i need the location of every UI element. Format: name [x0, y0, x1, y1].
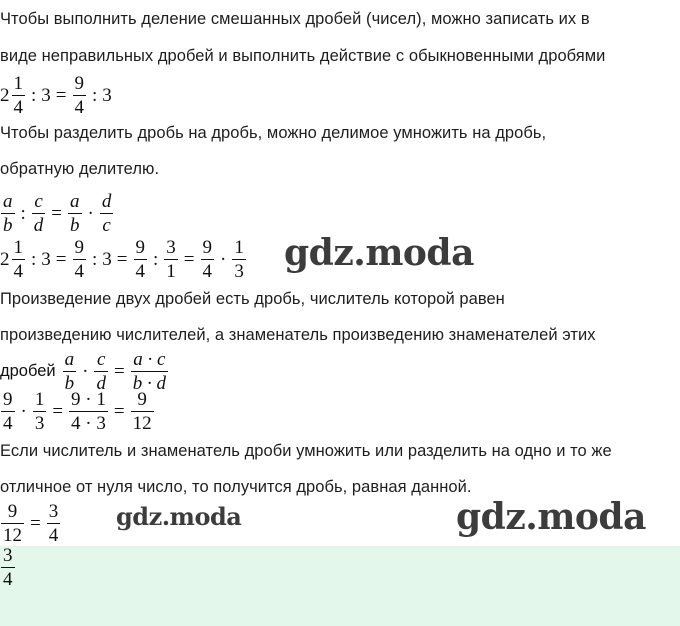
equals-sign: = [52, 400, 64, 422]
fraction [68, 192, 82, 235]
numerator: 9 [135, 237, 145, 258]
denominator: d [96, 373, 106, 394]
equals-sign: = [113, 400, 125, 422]
denominator: b [64, 373, 75, 394]
fraction [131, 390, 154, 433]
multiply-sign: · [20, 400, 27, 422]
numerator: c [97, 349, 106, 370]
numerator: 9 [74, 237, 84, 258]
denominator: 4 [135, 261, 145, 282]
numerator: 3 [3, 545, 13, 566]
fraction [1, 390, 15, 433]
fraction [201, 238, 215, 281]
denominator: 12 [132, 413, 152, 434]
numerator: 9 · 1 [71, 389, 106, 410]
equals-sign: = [55, 248, 67, 270]
formula-mixed-to-improper [0, 74, 112, 117]
denominator: b [3, 215, 13, 236]
numerator: 9 [7, 501, 18, 522]
answer-formula [0, 546, 16, 589]
text-line: обратную делителю. [0, 160, 160, 178]
watermark-logo: gdz.moda [456, 496, 646, 538]
numerator: 3 [48, 501, 59, 522]
text-line: виде неправильных дробей и выполнить действие с обыкновенными дробями [0, 47, 606, 65]
multiply-sign: · [82, 360, 89, 382]
numerator: a [70, 191, 80, 212]
fraction [134, 238, 148, 281]
watermark-logo: gdz.moda [284, 232, 474, 274]
operand: 3 [41, 248, 51, 270]
numerator: 3 [166, 237, 176, 258]
text-line: Произведение двух дробей есть дробь, числитель которой равен [0, 290, 505, 308]
formula-product-rule [0, 350, 169, 393]
text-line: Чтобы выполнить деление смешанных дробей (чисел), можно записать их в [0, 10, 590, 28]
denominator: 1 [166, 261, 176, 282]
equals-sign: = [183, 248, 195, 270]
numerator: a [64, 349, 75, 370]
numerator: c [34, 191, 43, 212]
fraction [63, 350, 77, 393]
formula-reduction [0, 502, 61, 545]
fraction [32, 192, 46, 235]
fraction [164, 238, 178, 281]
equals-sign: = [30, 512, 41, 534]
denominator: 3 [34, 413, 45, 434]
fraction [47, 502, 61, 545]
fraction [232, 238, 246, 281]
denominator: 4 [13, 261, 23, 282]
denominator: 4 [74, 261, 84, 282]
numerator: 9 [137, 389, 147, 410]
equals-sign: = [113, 360, 125, 382]
fraction [94, 350, 108, 393]
denominator: 4 [3, 569, 13, 590]
numerator: 9 [202, 237, 212, 258]
denominator: 4 [74, 97, 84, 118]
divide-sign: : [92, 84, 98, 106]
equals-sign: = [51, 202, 62, 224]
numerator: d [101, 191, 112, 212]
fraction [131, 350, 168, 393]
fraction [100, 192, 114, 235]
numerator: a [3, 191, 13, 212]
fraction [73, 238, 87, 281]
denominator: 4 [202, 261, 212, 282]
denominator: b · d [132, 373, 166, 394]
whole-part: 2 [0, 84, 10, 106]
numerator: 9 [3, 389, 13, 410]
answer-box [0, 546, 680, 626]
denominator: 4 [13, 97, 23, 118]
fraction [12, 74, 26, 117]
divide-sign: : [31, 248, 37, 270]
text-inline: дробей [0, 362, 56, 380]
formula-division-rule [0, 192, 114, 235]
fraction [33, 390, 47, 433]
numerator: 1 [234, 237, 244, 258]
divide-sign: : [31, 84, 37, 106]
multiply-sign: · [87, 202, 94, 224]
equals-sign: = [116, 248, 128, 270]
text-line: отличное от нуля число, то получится дробь, равная данной. [0, 478, 472, 496]
operand: 3 [41, 84, 51, 106]
numerator: 9 [74, 73, 84, 94]
divide-sign: : [153, 248, 159, 270]
fraction [73, 74, 87, 117]
denominator: 12 [3, 525, 22, 546]
whole-part: 2 [0, 248, 10, 270]
fraction [12, 238, 26, 281]
denominator: 3 [234, 261, 244, 282]
formula-product-computation [0, 390, 155, 433]
denominator: 4 [3, 413, 13, 434]
fraction [69, 390, 108, 433]
denominator: b [70, 215, 80, 236]
divide-sign: : [20, 202, 26, 224]
denominator: c [102, 215, 111, 236]
numerator: a · c [133, 349, 166, 370]
divide-sign: : [92, 248, 98, 270]
text-line: Если числитель и знаменатель дроби умножить или разделить на одно и то же [0, 442, 612, 460]
numerator: 1 [13, 73, 23, 94]
denominator: 4 [48, 525, 59, 546]
formula-computation [0, 238, 247, 281]
operand: 3 [102, 248, 112, 270]
fraction [1, 192, 15, 235]
denominator: d [33, 215, 44, 236]
operand: 3 [102, 84, 112, 106]
fraction [1, 502, 24, 545]
equals-sign: = [55, 84, 67, 106]
numerator: 1 [34, 389, 45, 410]
text-line: произведению числителей, а знаменатель произведению знаменателей этих [0, 326, 596, 344]
fraction [1, 546, 15, 589]
multiply-sign: · [220, 248, 227, 270]
text-line: Чтобы разделить дробь на дробь, можно делимое умножить на дробь, [0, 124, 547, 142]
denominator: 4 · 3 [71, 413, 106, 434]
watermark-logo: gdz.moda [116, 502, 242, 531]
numerator: 1 [13, 237, 23, 258]
